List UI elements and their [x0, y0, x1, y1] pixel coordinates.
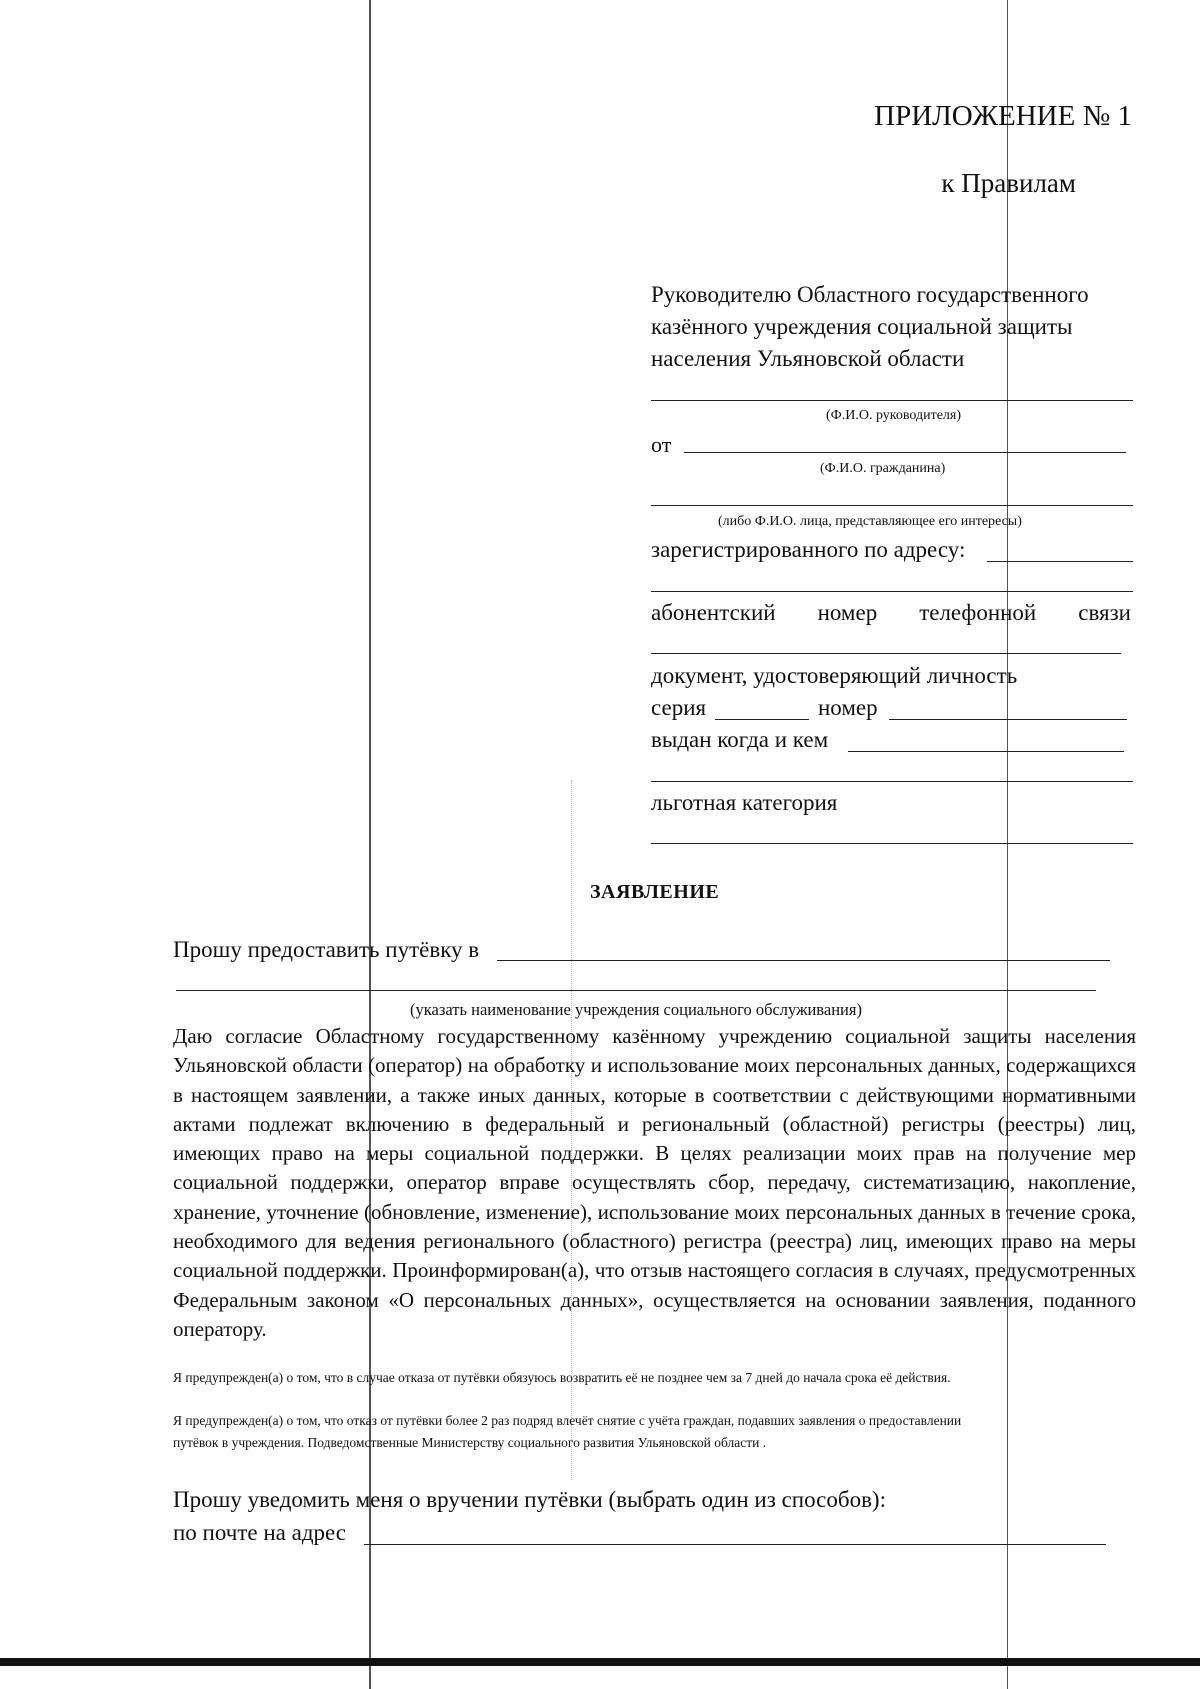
warning-refusal-line-2: путёвок в учреждения. Подведомственные Министерству социального развития Ульяновской области .: [173, 1435, 767, 1450]
addressee-line-2: казённого учреждения социальной защиты: [651, 314, 1073, 339]
request-label: Прошу предоставить путёвку в: [173, 937, 480, 962]
consent-text: Даю согласие Областному государственному казённому учреждению социальной защиты населения Ульяновской области (оператор) на обработку и использование моих персональных данных, содержащихся в настоящем заявлении, а также иных данных, которые в соответствии с действующими нормативными актами подлежат включению в федеральный и региональный (областной) регистры (реестры) лиц, имеющих право на меры социальной поддержки. В целях реализации моих прав на получение мер социальной поддержки, оператор вправе осуществлять сбор, передачу, систематизацию, накопление, хранение, уточнение (обновление, изменение), использование моих персональных данных в течение срока, необходимого для ведения регионального (областного) регистра (реестра) лиц, имеющих право на меры социальной поддержки. Проинформирован(а), что отзыв настоящего согласия в случаях, предусмотренных Федеральным законом «О персональных данных», осуществляется на основании заявления, поданного оператору.: [173, 1024, 1136, 1341]
citizen-name-field[interactable]: [684, 452, 1126, 453]
phone-label: [651, 600, 1131, 626]
phone-field[interactable]: [651, 653, 1121, 654]
warning-return-voucher: Я предупрежден(а) о том, что в случае отказа от путёвки обязуюсь возвратить её не позднее чем за 7 дней до начала срока её действия.: [173, 1370, 951, 1385]
registered-address-label: зарегистрированного по адресу:: [651, 537, 966, 562]
representative-name-field[interactable]: [651, 505, 1133, 506]
phone-word-3: телефонной: [919, 600, 1037, 625]
registered-address-field[interactable]: [987, 561, 1133, 562]
addressee-line-3: населения Ульяновской области: [651, 346, 965, 371]
number-label: номер: [818, 695, 878, 720]
institution-caption: (указать наименование учреждения социального обслуживания): [410, 1000, 862, 1019]
phone-word-4: связи: [1078, 600, 1131, 625]
issued-label: выдан когда и кем: [651, 727, 829, 752]
scan-bottom-edge: [0, 1658, 1200, 1666]
representative-caption: (либо Ф.И.О. лица, представляющее его интересы): [718, 514, 1022, 529]
registered-address-field-2[interactable]: [651, 591, 1133, 592]
rules-subheading: к Правилам: [941, 168, 1076, 198]
issued-field[interactable]: [848, 751, 1124, 752]
issued-field-2[interactable]: [651, 781, 1133, 782]
benefit-category-label: льготная категория: [651, 790, 838, 815]
warning-refusal-line-1: Я предупрежден(а) о том, что отказ от путёвки более 2 раз подряд влечёт снятие с учёта граждан, подавших заявления о предоставлении: [173, 1413, 962, 1428]
institution-field[interactable]: [497, 960, 1110, 961]
citizen-name-caption: (Ф.И.О. гражданина): [820, 461, 946, 476]
mail-address-field[interactable]: [364, 1544, 1106, 1545]
consent-paragraph: [173, 1022, 1136, 1344]
benefit-category-field[interactable]: [651, 843, 1133, 844]
id-document-label: документ, удостоверяющий личность: [651, 663, 1018, 688]
scan-line-right: [1007, 0, 1008, 1689]
statement-title: ЗАЯВЛЕНИЕ: [590, 881, 720, 903]
phone-word-2: номер: [817, 600, 878, 625]
from-label: от: [651, 432, 672, 457]
phone-word-1: абонентский: [651, 600, 776, 625]
institution-field-2[interactable]: [176, 990, 1096, 991]
number-field[interactable]: [889, 719, 1127, 720]
appendix-heading: ПРИЛОЖЕНИЕ № 1: [874, 100, 1132, 132]
addressee-line-1: Руководителю Областного государственного: [651, 282, 1089, 307]
by-mail-label: по почте на адрес: [173, 1520, 347, 1545]
series-label: серия: [651, 695, 707, 720]
head-name-field[interactable]: [651, 400, 1133, 401]
series-field[interactable]: [715, 719, 809, 720]
head-name-caption: (Ф.И.О. руководителя): [826, 408, 961, 423]
notify-label: Прошу уведомить меня о вручении путёвки (выбрать один из способов):: [173, 1487, 886, 1512]
